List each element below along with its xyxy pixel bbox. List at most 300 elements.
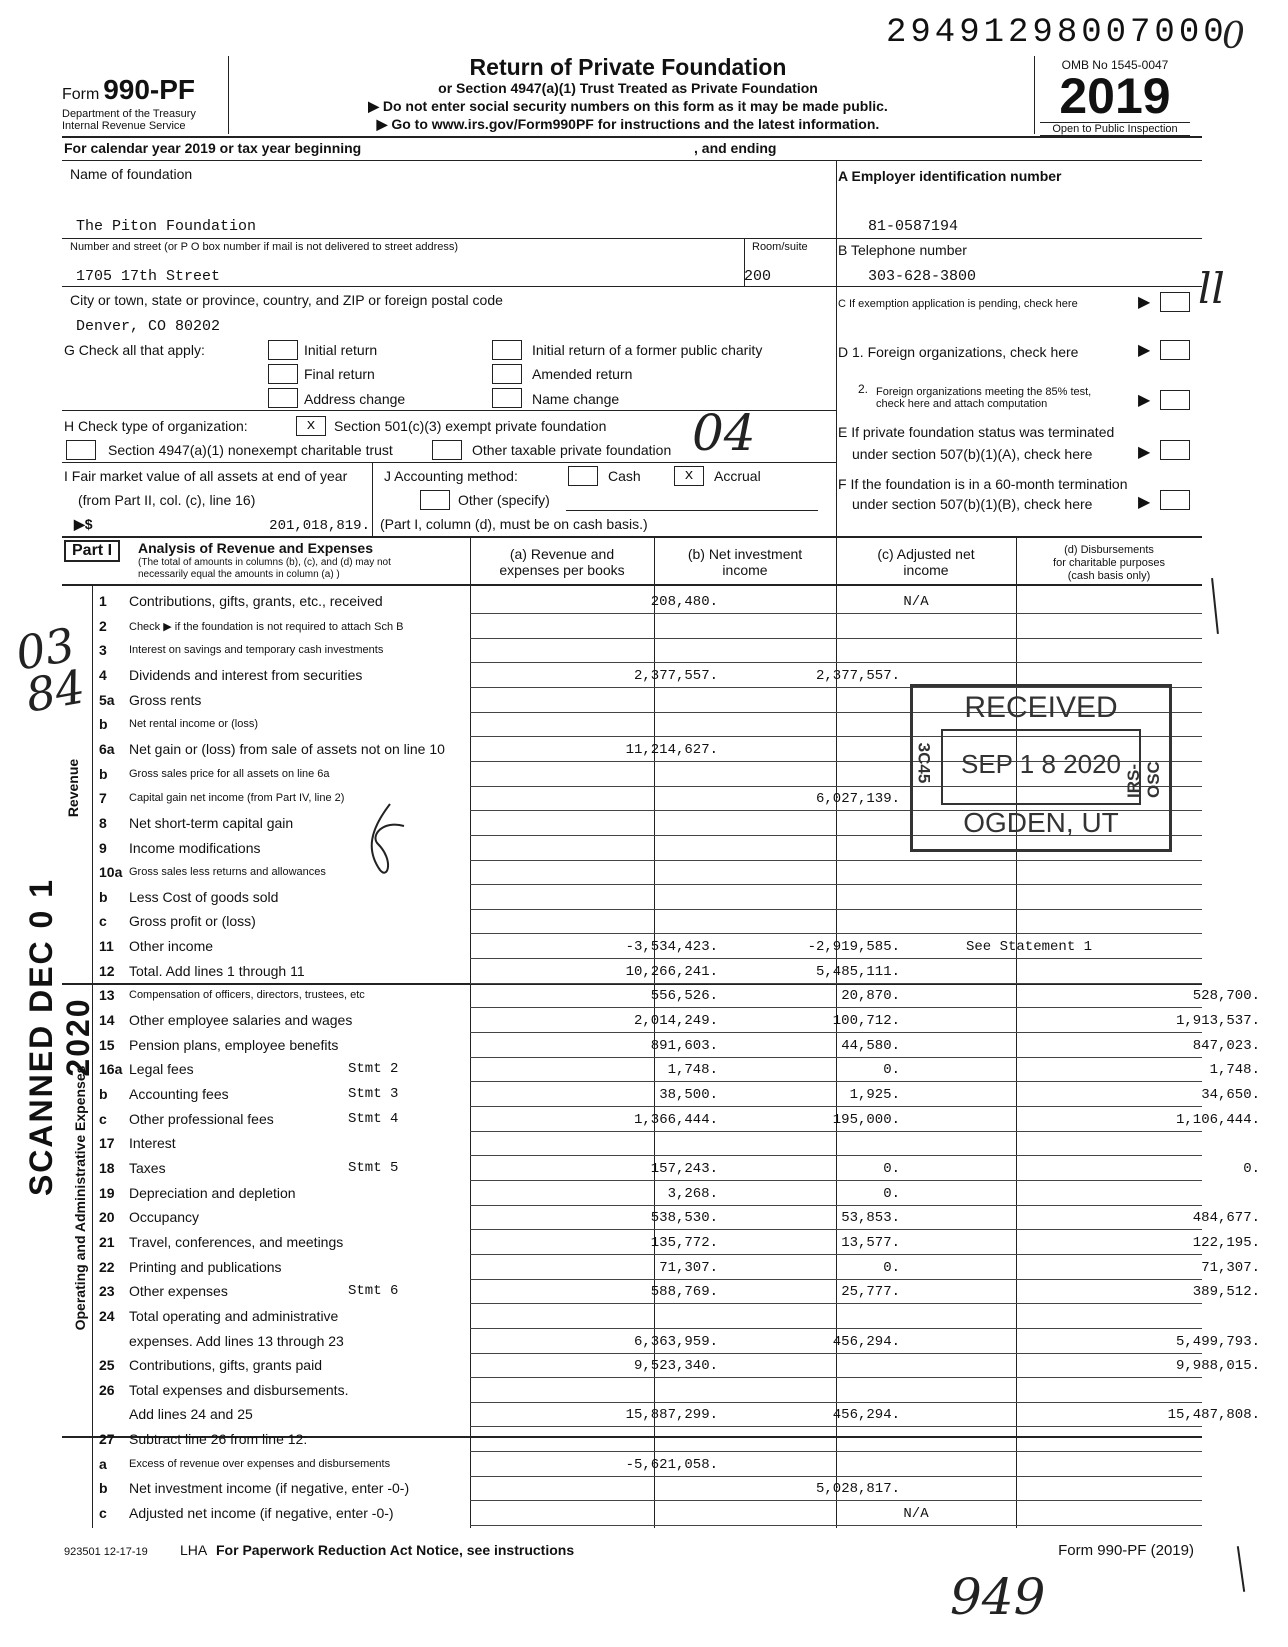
row-rule	[470, 958, 1202, 959]
d1-arrow-icon: ▶	[1138, 342, 1151, 359]
omb-number: OMB No 1545-0047	[1061, 58, 1169, 72]
e-label-2: under section 507(b)(1)(A), check here	[852, 446, 1093, 462]
line-number: 1	[99, 593, 107, 609]
line-label: Travel, conferences, and meetings	[129, 1234, 344, 1250]
table-row	[64, 1354, 1260, 1378]
col-b-value[interactable]: 1,925.	[849, 1087, 900, 1103]
col-b-value[interactable]: 2,377,557.	[815, 668, 900, 684]
street-address: 1705 17th Street	[76, 268, 221, 285]
col-b-value[interactable]: 6,027,139.	[815, 791, 900, 807]
table-row	[64, 1330, 1260, 1354]
stamp-right-code: IRS-OSC	[1124, 761, 1163, 798]
table-row	[64, 861, 1202, 885]
d2-label-1: Foreign organizations meeting the 85% test,	[876, 386, 1092, 398]
col-a-value[interactable]: 157,243.	[650, 1161, 718, 1177]
line-number: 5a	[99, 692, 115, 708]
handwritten-04: 04	[692, 404, 756, 462]
line-number: 26	[99, 1382, 115, 1398]
address-change-label: Address change	[304, 391, 406, 407]
line-label: Depreciation and depletion	[129, 1185, 296, 1201]
city-state-zip: Denver, CO 80202	[76, 318, 221, 335]
col-a-value[interactable]: -5,621,058.	[625, 1457, 718, 1473]
amended-return-label: Amended return	[532, 366, 633, 382]
col-b-value[interactable]: 456,294.	[832, 1334, 900, 1350]
line-number: 15	[99, 1037, 115, 1053]
line-label: Gross profit or (loss)	[129, 913, 256, 929]
60-month-checkbox[interactable]	[1160, 490, 1190, 510]
line-number: b	[99, 716, 108, 732]
line-number: 19	[99, 1185, 115, 1201]
footer-notice: For Paperwork Reduction Act Notice, see instructions	[216, 1542, 575, 1558]
open-inspection: Open to Public Inspection	[1040, 122, 1190, 136]
line-label: Compensation of officers, directors, trustees, etc	[129, 989, 365, 1001]
table-row	[64, 1182, 1202, 1206]
phone-value: 303-628-3800	[868, 268, 977, 285]
col-d-value[interactable]: 71,307.	[1201, 1260, 1260, 1276]
col-a-value[interactable]: 588,769.	[650, 1284, 718, 1300]
row-rule	[470, 1328, 1202, 1329]
city-label: City or town, state or province, country, and ZIP or foreign postal code	[70, 292, 503, 308]
line-number: c	[99, 913, 107, 929]
col-b-value[interactable]: 53,853.	[841, 1210, 900, 1226]
row-rule	[470, 1426, 1202, 1427]
line-number: b	[99, 1086, 108, 1102]
line-label: Dividends and interest from securities	[129, 667, 363, 683]
fair-market-value: 201,018,819.	[269, 518, 370, 534]
f-label-2: under section 507(b)(1)(B), check here	[852, 496, 1093, 512]
col-b-value[interactable]: 0.	[883, 1062, 900, 1078]
initial-return-checkbox[interactable]	[268, 340, 298, 360]
part-title: Analysis of Revenue and Expenses	[138, 540, 373, 556]
table-row	[64, 984, 1260, 1008]
accrual-label: Accrual	[714, 468, 761, 484]
table-row	[64, 1034, 1260, 1058]
d2-number: 2.	[858, 382, 869, 396]
foreign-85-checkbox[interactable]	[1160, 390, 1190, 410]
form-number: 990-PF	[103, 74, 196, 105]
f-label-1: F If the foundation is in a 60-month termination	[838, 476, 1128, 492]
line-label: Income modifications	[129, 840, 261, 856]
line-number: b	[99, 1480, 108, 1496]
col-a-line2: expenses per books	[499, 562, 625, 578]
table-row	[64, 910, 1202, 934]
501c3-label: Section 501(c)(3) exempt private foundation	[334, 418, 607, 434]
line-number: 14	[99, 1012, 115, 1028]
row-rule	[470, 933, 1202, 934]
table-row	[64, 960, 1202, 984]
line-number: 27	[99, 1431, 115, 1447]
name-change-label: Name change	[532, 391, 620, 407]
other-taxable-checkbox[interactable]	[432, 440, 462, 460]
former-public-charity-label: Initial return of a former public charity	[532, 342, 763, 358]
col-d-value[interactable]: 1,106,444.	[1175, 1112, 1260, 1128]
table-row	[64, 1206, 1260, 1230]
statement-ref: Stmt 6	[348, 1283, 399, 1299]
col-d-value[interactable]: 34,650.	[1201, 1087, 1260, 1103]
name-change-checkbox[interactable]	[492, 388, 522, 408]
col-a-value[interactable]: 556,526.	[650, 988, 718, 1004]
line-number: 16a	[99, 1061, 123, 1077]
col-d-value[interactable]: 484,677.	[1192, 1210, 1260, 1226]
line-label: Other employee salaries and wages	[129, 1012, 353, 1028]
line-label: Taxes	[129, 1160, 166, 1176]
row-rule	[470, 1180, 1202, 1181]
foreign-org-checkbox[interactable]	[1160, 340, 1190, 360]
col-a-value[interactable]: 538,530.	[650, 1210, 718, 1226]
g-label: G Check all that apply:	[64, 342, 205, 358]
col-b-value[interactable]: 5,028,817.	[815, 1481, 900, 1497]
line-number: 17	[99, 1135, 115, 1151]
col-d-value[interactable]: 9,988,015.	[1175, 1358, 1260, 1374]
col-d-header	[1016, 544, 1202, 583]
line-label: Net short-term capital gain	[129, 815, 294, 831]
line-label: Legal fees	[129, 1061, 194, 1077]
line-number: c	[99, 1111, 107, 1127]
col-d-value[interactable]: 122,195.	[1192, 1235, 1260, 1251]
line-label: Printing and publications	[129, 1259, 282, 1275]
ending-label: , and ending	[694, 140, 777, 156]
f-arrow-icon: ▶	[1138, 494, 1151, 511]
col-c-value[interactable]: N/A	[903, 1506, 929, 1522]
line-label: Add lines 24 and 25	[129, 1406, 253, 1422]
line-number: 9	[99, 840, 107, 856]
line-label: Capital gain net income (from Part IV, line 2)	[129, 792, 345, 804]
col-d-value[interactable]: 1,748.	[1209, 1062, 1260, 1078]
exemption-pending-checkbox[interactable]	[1160, 292, 1190, 312]
line-number: 21	[99, 1234, 115, 1250]
col-d-value[interactable]: 528,700.	[1192, 988, 1260, 1004]
final-return-checkbox[interactable]	[268, 364, 298, 384]
row-rule	[470, 1500, 1202, 1501]
d1-label: D 1. Foreign organizations, check here	[838, 344, 1079, 360]
table-row	[64, 1058, 1260, 1082]
line-label: Other income	[129, 938, 214, 954]
line-number: 22	[99, 1259, 115, 1275]
amended-return-checkbox[interactable]	[492, 364, 522, 384]
stamp-date: SEP 1 8 2020	[961, 749, 1121, 779]
i-arrow: ▶$	[74, 516, 93, 532]
table-row	[64, 1108, 1260, 1132]
line-label: Interest	[129, 1135, 176, 1151]
row-rule	[470, 1377, 1202, 1378]
line-number: 10a	[99, 864, 123, 880]
handwritten-margin-2: 84	[21, 659, 89, 723]
line-number: 4	[99, 667, 107, 683]
line-label: Other professional fees	[129, 1111, 274, 1127]
other-method-checkbox[interactable]	[420, 490, 450, 510]
col-a-value[interactable]: 2,014,249.	[633, 1013, 718, 1029]
footer-form: Form 990-PF (2019)	[1058, 1542, 1194, 1559]
line-label: Total operating and administrative	[129, 1308, 339, 1324]
col-a-value[interactable]: 38,500.	[659, 1087, 718, 1103]
col-a-value[interactable]: 11,214,627.	[625, 742, 718, 758]
col-a-value[interactable]: 135,772.	[650, 1235, 718, 1251]
table-row	[64, 1379, 1202, 1403]
line-label: Pension plans, employee benefits	[129, 1037, 339, 1053]
line-label: Gross sales price for all assets on line 6a	[129, 768, 330, 780]
4947-trust-label: Section 4947(a)(1) nonexempt charitable trust	[108, 442, 393, 458]
dln-number: 29491298007000	[886, 14, 1228, 52]
room-number: 200	[744, 268, 772, 285]
line-label: Total. Add lines 1 through 11	[129, 963, 305, 979]
line-label: Accounting fees	[129, 1086, 229, 1102]
phone-label: B Telephone number	[838, 242, 967, 258]
stamp-received: RECEIVED	[964, 691, 1118, 724]
line-number: 13	[99, 987, 115, 1003]
table-row	[64, 1157, 1260, 1181]
501c3-checkbox[interactable]: x	[296, 416, 326, 436]
address-change-checkbox[interactable]	[268, 388, 298, 408]
col-b-value[interactable]: 25,777.	[841, 1284, 900, 1300]
line-label: Net investment income (if negative, enter -0-)	[129, 1480, 410, 1496]
scanned-stamp: SCANNED DEC 0 1 2020	[23, 877, 96, 1197]
stamp-left-code: 3C45	[914, 742, 934, 784]
tax-year: 2019	[1059, 68, 1171, 124]
col-d-value[interactable]: 847,023.	[1192, 1038, 1260, 1054]
statement-ref: Stmt 4	[348, 1111, 399, 1127]
row-rule	[470, 1155, 1202, 1156]
row-rule	[470, 662, 1202, 663]
part-tag: Part I	[64, 540, 120, 562]
row-rule	[470, 884, 1202, 885]
ein-label: A Employer identification number	[838, 168, 1062, 184]
line-number: b	[99, 766, 108, 782]
i-note: (Part I, column (d), must be on cash basis.)	[380, 516, 648, 532]
ein-value: 81-0587194	[868, 218, 959, 235]
line-number: b	[99, 889, 108, 905]
col-b-line2: income	[722, 562, 768, 578]
col-b-value[interactable]: 0.	[883, 1186, 900, 1202]
line-label: Gross sales less returns and allowances	[129, 866, 326, 878]
line-number: 3	[99, 642, 107, 658]
col-d-value[interactable]: 0.	[1243, 1161, 1260, 1177]
row-rule	[470, 1106, 1202, 1107]
stamp-inner-box	[941, 729, 1141, 805]
col-b-value[interactable]: 0.	[883, 1161, 900, 1177]
j-label: J Accounting method:	[384, 468, 518, 484]
line-label: Adjusted net income (if negative, enter -0-)	[129, 1505, 394, 1521]
accrual-checkbox[interactable]: x	[674, 466, 704, 486]
line-label: Check ▶ if the foundation is not required to attach Sch B	[129, 621, 404, 633]
line-number: 7	[99, 790, 107, 806]
col-d-line2: for charitable purposes	[1053, 557, 1165, 569]
other-taxable-label: Other taxable private foundation	[472, 442, 672, 458]
table-row	[64, 615, 1202, 639]
col-a-value[interactable]: 10,266,241.	[625, 964, 718, 980]
ssn-notice: ▶ Do not enter social security numbers on this form as it may be made public.	[368, 98, 888, 114]
calendar-year-label: For calendar year 2019 or tax year beginning	[64, 140, 362, 156]
handwritten-margin: 03	[11, 617, 79, 681]
col-d-line1: (d) Disbursements	[1064, 544, 1154, 556]
line-number: 18	[99, 1160, 115, 1176]
row-rule	[470, 1229, 1202, 1230]
form-subtitle: or Section 4947(a)(1) Trust Treated as Private Foundation	[438, 80, 818, 96]
row-rule	[470, 1451, 1202, 1452]
c-label: C If exemption application is pending, check here	[838, 298, 1078, 310]
table-row	[64, 886, 1202, 910]
line-number: 6a	[99, 741, 115, 757]
table-row	[64, 1009, 1260, 1033]
line-number: 2	[99, 618, 107, 634]
row-rule	[470, 1303, 1202, 1304]
col-b-value[interactable]: 44,580.	[841, 1038, 900, 1054]
other-method-label: Other (specify)	[458, 492, 550, 508]
line-number: 11	[99, 938, 114, 954]
col-c-header	[836, 546, 1016, 578]
table-row	[64, 1477, 1202, 1501]
d2-label-2: check here and attach computation	[876, 398, 1048, 410]
col-b-value[interactable]: 100,712.	[832, 1013, 900, 1029]
line-label: Contributions, gifts, grants, etc., received	[129, 593, 383, 609]
col-b-value[interactable]: 195,000.	[832, 1112, 900, 1128]
4947-trust-checkbox[interactable]	[66, 440, 96, 460]
col-a-line1: (a) Revenue and	[509, 546, 615, 562]
cash-label: Cash	[608, 468, 641, 484]
col-d-value[interactable]: 1,913,537.	[1175, 1013, 1260, 1029]
col-c-value[interactable]: N/A	[903, 594, 929, 610]
line-label: Less Cost of goods sold	[129, 889, 279, 905]
i-label-2: (from Part II, col. (c), line 16)	[78, 492, 256, 508]
d2-arrow-icon: ▶	[1138, 392, 1151, 409]
row-rule	[470, 1007, 1202, 1008]
form-prefix: Form	[62, 86, 100, 103]
street-label: Number and street (or P O box number if mail is not delivered to street address)	[70, 241, 459, 253]
foundation-name: The Piton Foundation	[76, 218, 257, 235]
statement-ref: Stmt 3	[348, 1086, 399, 1102]
final-return-label: Final return	[304, 366, 375, 382]
name-label: Name of foundation	[70, 166, 193, 182]
line-label: Total expenses and disbursements.	[129, 1382, 349, 1398]
line-number: 12	[99, 963, 115, 979]
room-label: Room/suite	[752, 241, 808, 253]
line-label: Contributions, gifts, grants paid	[129, 1357, 322, 1373]
row-rule	[470, 613, 1202, 614]
line-label: Other expenses	[129, 1283, 228, 1299]
col-d-value[interactable]: 15,487,808.	[1167, 1407, 1260, 1423]
table-row	[64, 1256, 1260, 1280]
table-row	[64, 1403, 1260, 1427]
line-label: Gross rents	[129, 692, 202, 708]
table-row	[64, 1280, 1260, 1304]
col-a-value[interactable]: -3,534,423.	[625, 939, 718, 955]
col-b-value[interactable]: 5,485,111.	[815, 964, 900, 980]
col-a-value[interactable]: 891,603.	[650, 1038, 718, 1054]
row-rule	[470, 1081, 1202, 1082]
col-a-value[interactable]: 1,748.	[667, 1062, 718, 1078]
col-a-value[interactable]: 9,523,340.	[633, 1358, 718, 1374]
handwritten-page-number: 949	[950, 1568, 1046, 1626]
col-c-line2: income	[903, 562, 949, 578]
row-rule	[470, 1525, 1202, 1526]
part-desc-2: necessarily equal the amounts in column (a) )	[138, 569, 340, 580]
line-label: Occupancy	[129, 1209, 200, 1225]
col-a-value[interactable]: 15,887,299.	[625, 1407, 718, 1423]
table-row	[64, 1305, 1202, 1329]
col-d-value[interactable]: 5,499,793.	[1175, 1334, 1260, 1350]
line-label: Net rental income or (loss)	[129, 718, 258, 730]
col-d-value[interactable]: See Statement 1	[966, 939, 1093, 955]
col-a-value[interactable]: 6,363,959.	[633, 1334, 718, 1350]
stamp-city: OGDEN, UT	[963, 807, 1119, 838]
instructions-notice: ▶ Go to www.irs.gov/Form990PF for instructions and the latest information.	[376, 116, 880, 132]
handwritten-scribble	[360, 800, 410, 883]
col-d-line3: (cash basis only)	[1067, 570, 1151, 582]
form-id	[62, 74, 195, 106]
col-c-line1: (c) Adjusted net	[877, 546, 975, 562]
handwritten-mark: 0	[1222, 16, 1245, 57]
table-row	[64, 1231, 1260, 1255]
cash-checkbox[interactable]	[568, 466, 598, 486]
col-a-value[interactable]: 71,307.	[659, 1260, 718, 1276]
col-a-value[interactable]: 3,268.	[667, 1186, 718, 1202]
line-number: 23	[99, 1283, 115, 1299]
form-title: Return of Private Foundation	[469, 54, 787, 80]
handwritten-c-mark: ll	[1198, 264, 1225, 313]
line-number: 8	[99, 815, 107, 831]
line-label: Net gain or (loss) from sale of assets not on line 10	[129, 741, 445, 757]
footer-code: 923501 12-17-19	[64, 1546, 148, 1558]
line-label: Excess of revenue over expenses and disbursements	[129, 1458, 391, 1470]
col-b-line1: (b) Net investment	[687, 546, 803, 562]
line-number: c	[99, 1505, 107, 1521]
expenses-side-label: Operating and Administrative Expenses	[72, 1065, 88, 1331]
handwritten-stroke	[1211, 578, 1219, 634]
line-number: 24	[99, 1308, 115, 1324]
status-terminated-checkbox[interactable]	[1160, 440, 1190, 460]
row-rule	[470, 1032, 1202, 1033]
received-stamp	[910, 684, 1172, 852]
col-b-header	[654, 546, 836, 578]
line-number: 25	[99, 1357, 115, 1373]
table-row	[64, 639, 1202, 663]
line-number: a	[99, 1456, 107, 1472]
col-b-value[interactable]: 456,294.	[832, 1407, 900, 1423]
col-a-value[interactable]: 208,480.	[650, 594, 718, 610]
handwritten-corner-stroke	[1237, 1546, 1245, 1592]
h-label: H Check type of organization:	[64, 418, 248, 434]
line-label: Subtract line 26 from line 12:	[129, 1431, 308, 1447]
col-a-value[interactable]: 1,366,444.	[633, 1112, 718, 1128]
line-label: Interest on savings and temporary cash investments	[129, 644, 384, 656]
statement-ref: Stmt 5	[348, 1160, 399, 1176]
part-desc-1: (The total of amounts in columns (b), (c), and (d) may not	[138, 557, 391, 568]
col-a-value[interactable]: 2,377,557.	[633, 668, 718, 684]
i-label-1: I Fair market value of all assets at end of year	[64, 468, 348, 484]
former-public-charity-checkbox[interactable]	[492, 340, 522, 360]
table-row	[64, 1083, 1260, 1107]
col-d-value[interactable]: 389,512.	[1192, 1284, 1260, 1300]
col-b-value[interactable]: 13,577.	[841, 1235, 900, 1251]
col-b-value[interactable]: 0.	[883, 1260, 900, 1276]
col-b-value[interactable]: 20,870.	[841, 988, 900, 1004]
dept-line2: Internal Revenue Service	[62, 120, 186, 132]
table-row	[64, 590, 1202, 614]
footer-lha: LHA	[180, 1542, 208, 1558]
row-rule	[470, 1254, 1202, 1255]
dept-line1: Department of the Treasury	[62, 108, 196, 120]
table-row	[64, 1453, 1202, 1477]
line-label: expenses. Add lines 13 through 23	[129, 1333, 344, 1349]
initial-return-label: Initial return	[304, 342, 378, 358]
e-arrow-icon: ▶	[1138, 444, 1151, 461]
table-row	[64, 935, 1202, 959]
col-b-value[interactable]: -2,919,585.	[807, 939, 900, 955]
revenue-side-label: Revenue	[65, 758, 82, 818]
e-label-1: E If private foundation status was terminated	[838, 424, 1115, 440]
c-arrow-icon: ▶	[1138, 294, 1151, 311]
col-a-header	[470, 546, 654, 578]
table-row	[64, 1132, 1202, 1156]
